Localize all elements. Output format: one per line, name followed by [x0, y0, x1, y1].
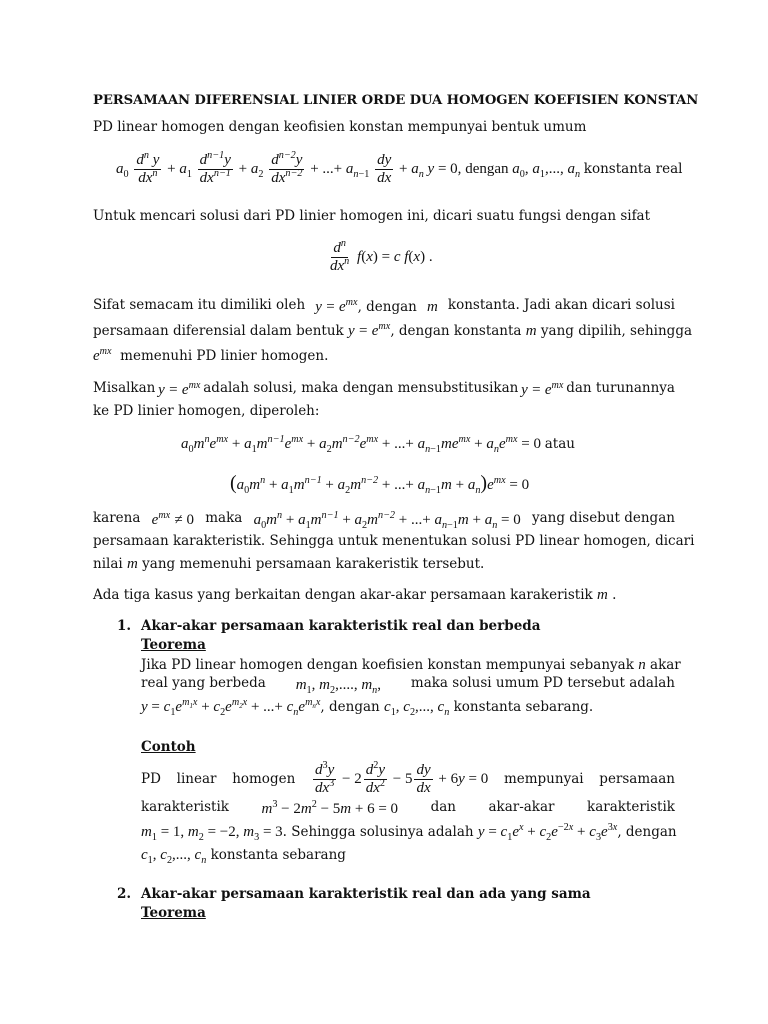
page-title: PERSAMAAN DIFERENSIAL LINIER ORDE DUA HOMOGEN KOEFISIEN KONSTAN: [93, 93, 699, 108]
paragraph-3-line-2: persamaan diferensial dalam bentuk $y = e^{mx}$, dengan konstanta m yang dipilih, sehingga: [93, 321, 693, 339]
section-2-heading: Akar-akar persamaan karakteristik real dan ada yang sama: [141, 886, 591, 902]
eq1-end: konstanta real: [583, 161, 683, 178]
paragraph-5-line-2: persamaan karakteristik. Sehingga untuk menentukan solusi PD linear homogen, dicari: [93, 533, 695, 549]
example-line-4: $c_1$, $c_2$,..., $c_n$ konstanta sebarang: [141, 847, 346, 866]
paragraph-6: Ada tiga kasus yang berkaitan dengan akar-akar persamaan karakeristik m .: [93, 587, 617, 603]
atau-label: atau: [544, 436, 575, 452]
paragraph-5-line-3: nilai m yang memenuhi persamaan karakeristik tersebut.: [93, 556, 485, 572]
section-2-number: 2.: [117, 886, 132, 902]
property-equation: $\frac{d^n}{dx^n}$ f(x) = c f(x) .: [330, 238, 433, 275]
paragraph-3-line-3: $e^{mx}$ memenuhi PD linier homogen.: [93, 346, 329, 364]
theorem-1-line-3: $y = c_1e^{m_1x} + c_2e^{m_2x}$ + ...+ $c_ne^{m_nx}$, dengan $c_1$, $c_2$,..., $c_n$ konstanta sebarang.: [141, 697, 594, 718]
factored-equation: ($a_0m^n + a_1m^{n-1} + a_2m^{n-2}$ + ...+ $a_{n-1}m + a_n)e^{mx} = 0$: [230, 472, 530, 496]
substituted-equation: $a_0m^ne^{mx} + a_1m^{n-1}e^{mx} + a_2m^{n-2}e^{mx}$ + ...+ $a_{n-1}me^{mx} + a_ne^{mx} = 0$ atau: [181, 434, 575, 455]
example-line-3: $m_1 = 1$, $m_2 = -2$, $m_3 = 3$. Sehingga solusinya adalah $y = c_1e^x + c_2e^{-2x} + c_3e^{3x}$, dengan: [141, 822, 677, 843]
section-1-heading: Akar-akar persamaan karakteristik real dan berbeda: [141, 618, 541, 634]
paragraph-4-line-1: Misalkan $y = e^{mx}$ adalah solusi, maka dengan mensubstitusikan $y = e^{mx}$ dan turunannya: [93, 380, 675, 398]
paragraph-5-line-1: karena $e^{mx} \ne 0$ maka $a_0m^n + a_1m^{n-1} + a_2m^{n-2}$ + ...+ $a_{n-1}m + a_n = 0$ yang disebut dengan: [93, 510, 675, 531]
paragraph-2: Untuk mencari solusi dari PD linier homogen ini, dicari suatu fungsi dengan sifat: [93, 208, 651, 224]
intro-paragraph: PD linear homogen dengan keofisien konstan mempunyai bentuk umum: [93, 119, 587, 135]
eq1-tail: dengan: [465, 161, 509, 178]
paragraph-4-line-2: ke PD linier homogen, diperoleh:: [93, 403, 320, 419]
section-1-number: 1.: [117, 618, 132, 634]
contoh-heading: Contoh: [141, 739, 196, 755]
example-line-1: PD linear homogen $\frac{d^3y}{dx^3}$ − 2 $\frac{d^2y}{dx^2}$ − 5 $\frac{dy}{dx}$ + 6y = 0 mempunyai persamaan: [141, 760, 675, 797]
theorem-1-line-2: real yang berbeda $m_1$, $m_2$,...., $m_n$, maka solusi umum PD tersebut adalah: [141, 675, 675, 696]
example-line-2: karakteristik $m^3 - 2m^2 - 5m + 6 = 0$ dan akar-akar karakteristik: [141, 799, 675, 817]
paragraph-3-line-1: Sifat semacam itu dimiliki oleh $y = e^{mx}$, dengan m konstanta. Jadi akan dicari solusi: [93, 297, 675, 315]
section-2-teorema: Teorema: [141, 905, 206, 921]
theorem-1-line-1: Jika PD linear homogen dengan koefisien konstan mempunyai sebanyak n akar: [141, 657, 681, 673]
general-form-equation: $a_0$ $\frac{d^n y}{dx^n}$ + $a_1$ $\frac{d^{n-1}y}{dx^{n-1}}$ + $a_2$ $\frac{d^{n-2}y}{dx^{n-2}}$ + ...+ $a_{n-1}$ $\frac{dy}{dx}$ + $a_n$ y = 0, dengan $a_0$, $a_1$,..., $a_n$ konstanta real: [116, 150, 683, 187]
section-1-teorema: Teorema: [141, 637, 206, 653]
